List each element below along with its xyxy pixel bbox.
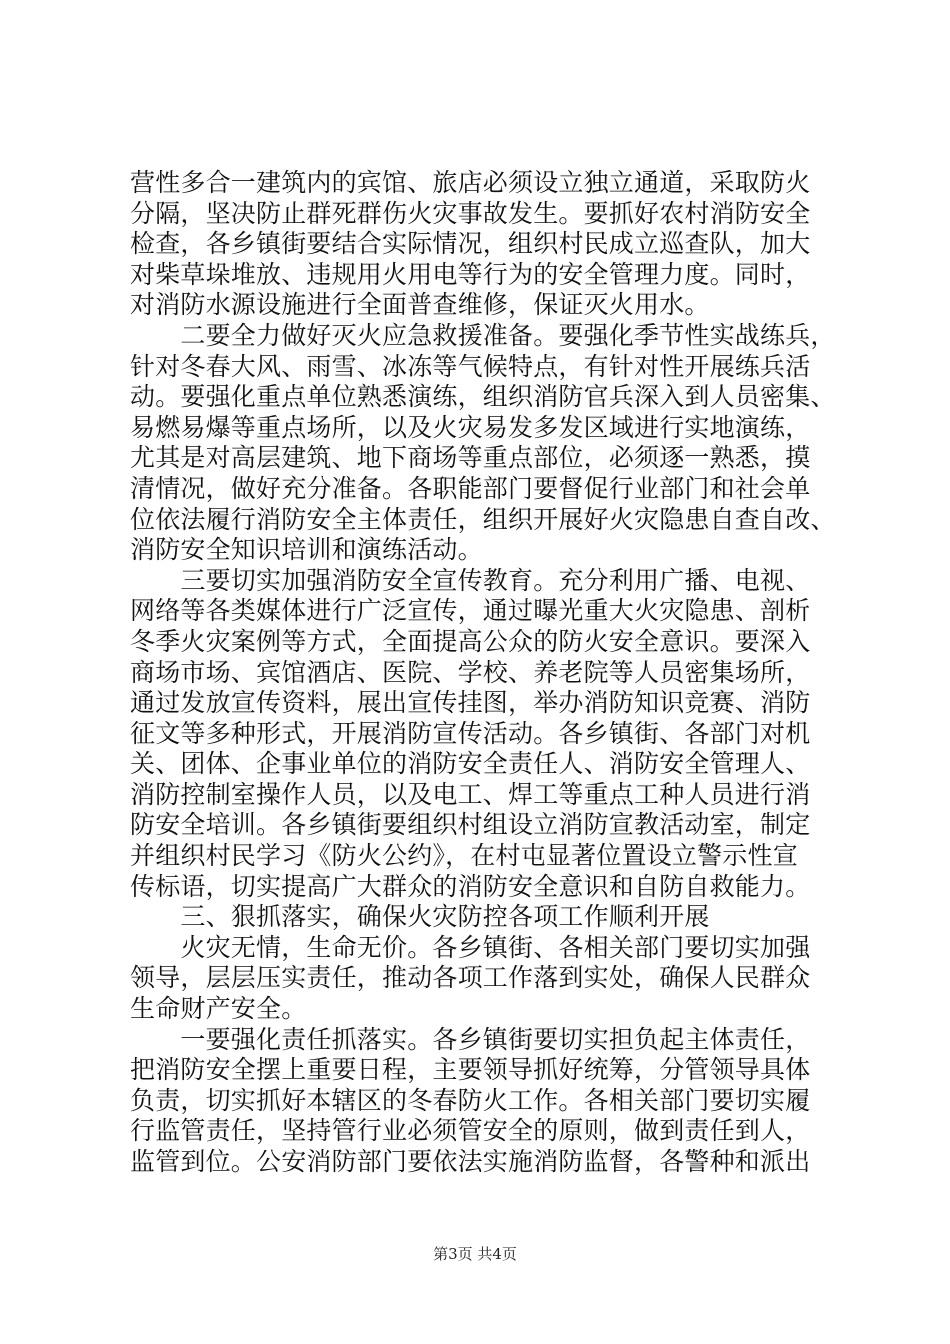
text-line: 传标语，切实提高广大群众的消防安全意识和自防自救能力。 xyxy=(130,871,811,901)
text-line: 把消防安全摆上重要日程，主要领导抓好统筹，分管领导具体 xyxy=(130,1055,811,1085)
text-line: 防安全培训。各乡镇街要组织村组设立消防宣教活动室，制定 xyxy=(130,810,811,840)
text-line: 监管到位。公安消防部门要依法实施消防监督，各警种和派出 xyxy=(130,1147,811,1176)
text-line: 对柴草垛堆放、违规用火用电等行为的安全管理力度。同时， xyxy=(130,259,811,289)
text-line: 冬季火灾案例等方式，全面提高公众的防火安全意识。要深入 xyxy=(130,626,811,656)
text-line: 生命财产安全。 xyxy=(130,994,307,1024)
document-body xyxy=(130,168,836,1178)
text-line: 火灾无情，生命无价。各乡镇街、各相关部门要切实加强 xyxy=(130,932,811,962)
text-line: 动。要强化重点单位熟悉演练，组织消防官兵深入到人员密集、 xyxy=(130,382,836,412)
text-line: 网络等各类媒体进行广泛宣传，通过曝光重大火灾隐患、剖析 xyxy=(130,596,811,626)
text-line: 三、狠抓落实，确保火灾防控各项工作顺利开展 xyxy=(130,902,710,932)
text-line: 商场市场、宾馆酒店、医院、学校、养老院等人员密集场所， xyxy=(130,657,811,687)
text-line: 清情况，做好充分准备。各职能部门要督促行业部门和社会单 xyxy=(130,473,811,503)
text-line: 分隔，坚决防止群死群伤火灾事故发生。要抓好农村消防安全 xyxy=(130,198,811,228)
text-line: 检查，各乡镇街要结合实际情况，组织村民成立巡查队，加大 xyxy=(130,229,811,259)
text-line: 消防安全知识培训和演练活动。 xyxy=(130,535,483,565)
page-footer: 第3页 共4页 xyxy=(433,1245,517,1263)
text-line: 易燃易爆等重点场所，以及火灾易发多发区域进行实地演练， xyxy=(130,412,811,442)
text-line: 针对冬春大风、雨雪、冰冻等气候特点，有针对性开展练兵活 xyxy=(130,351,811,381)
text-line: 征文等多种形式，开展消防宣传活动。各乡镇街、各部门对机 xyxy=(130,718,811,748)
text-line: 并组织村民学习《防火公约》，在村屯显著位置设立警示性宣 xyxy=(130,841,798,871)
text-line: 一要强化责任抓落实。各乡镇街要切实担负起主体责任， xyxy=(130,1024,811,1054)
text-line: 三要切实加强消防安全宣传教育。充分利用广播、电视、 xyxy=(130,565,811,595)
text-line: 二要全力做好灭火应急救援准备。要强化季节性实战练兵， xyxy=(130,320,836,350)
text-line: 对消防水源设施进行全面普查维修，保证灭火用水。 xyxy=(130,290,710,320)
text-line: 位依法履行消防安全主体责任，组织开展好火灾隐患自查自改、 xyxy=(130,504,836,534)
text-line: 尤其是对高层建筑、地下商场等重点部位，必须逐一熟悉，摸 xyxy=(130,443,811,473)
text-line: 关、团体、企事业单位的消防安全责任人、消防安全管理人、 xyxy=(130,749,811,779)
text-line: 营性多合一建筑内的宾馆、旅店必须设立独立通道，采取防火 xyxy=(130,168,811,197)
text-line: 行监管责任，坚持管行业必须管安全的原则，做到责任到人， xyxy=(130,1116,811,1146)
text-line: 负责，切实抓好本辖区的冬春防火工作。各相关部门要切实履 xyxy=(130,1085,811,1115)
text-line: 消防控制室操作人员，以及电工、焊工等重点工种人员进行消 xyxy=(130,779,811,809)
text-line: 通过发放宣传资料，展出宣传挂图，举办消防知识竞赛、消防 xyxy=(130,688,811,718)
text-line: 领导，层层压实责任，推动各项工作落到实处，确保人民群众 xyxy=(130,963,811,993)
